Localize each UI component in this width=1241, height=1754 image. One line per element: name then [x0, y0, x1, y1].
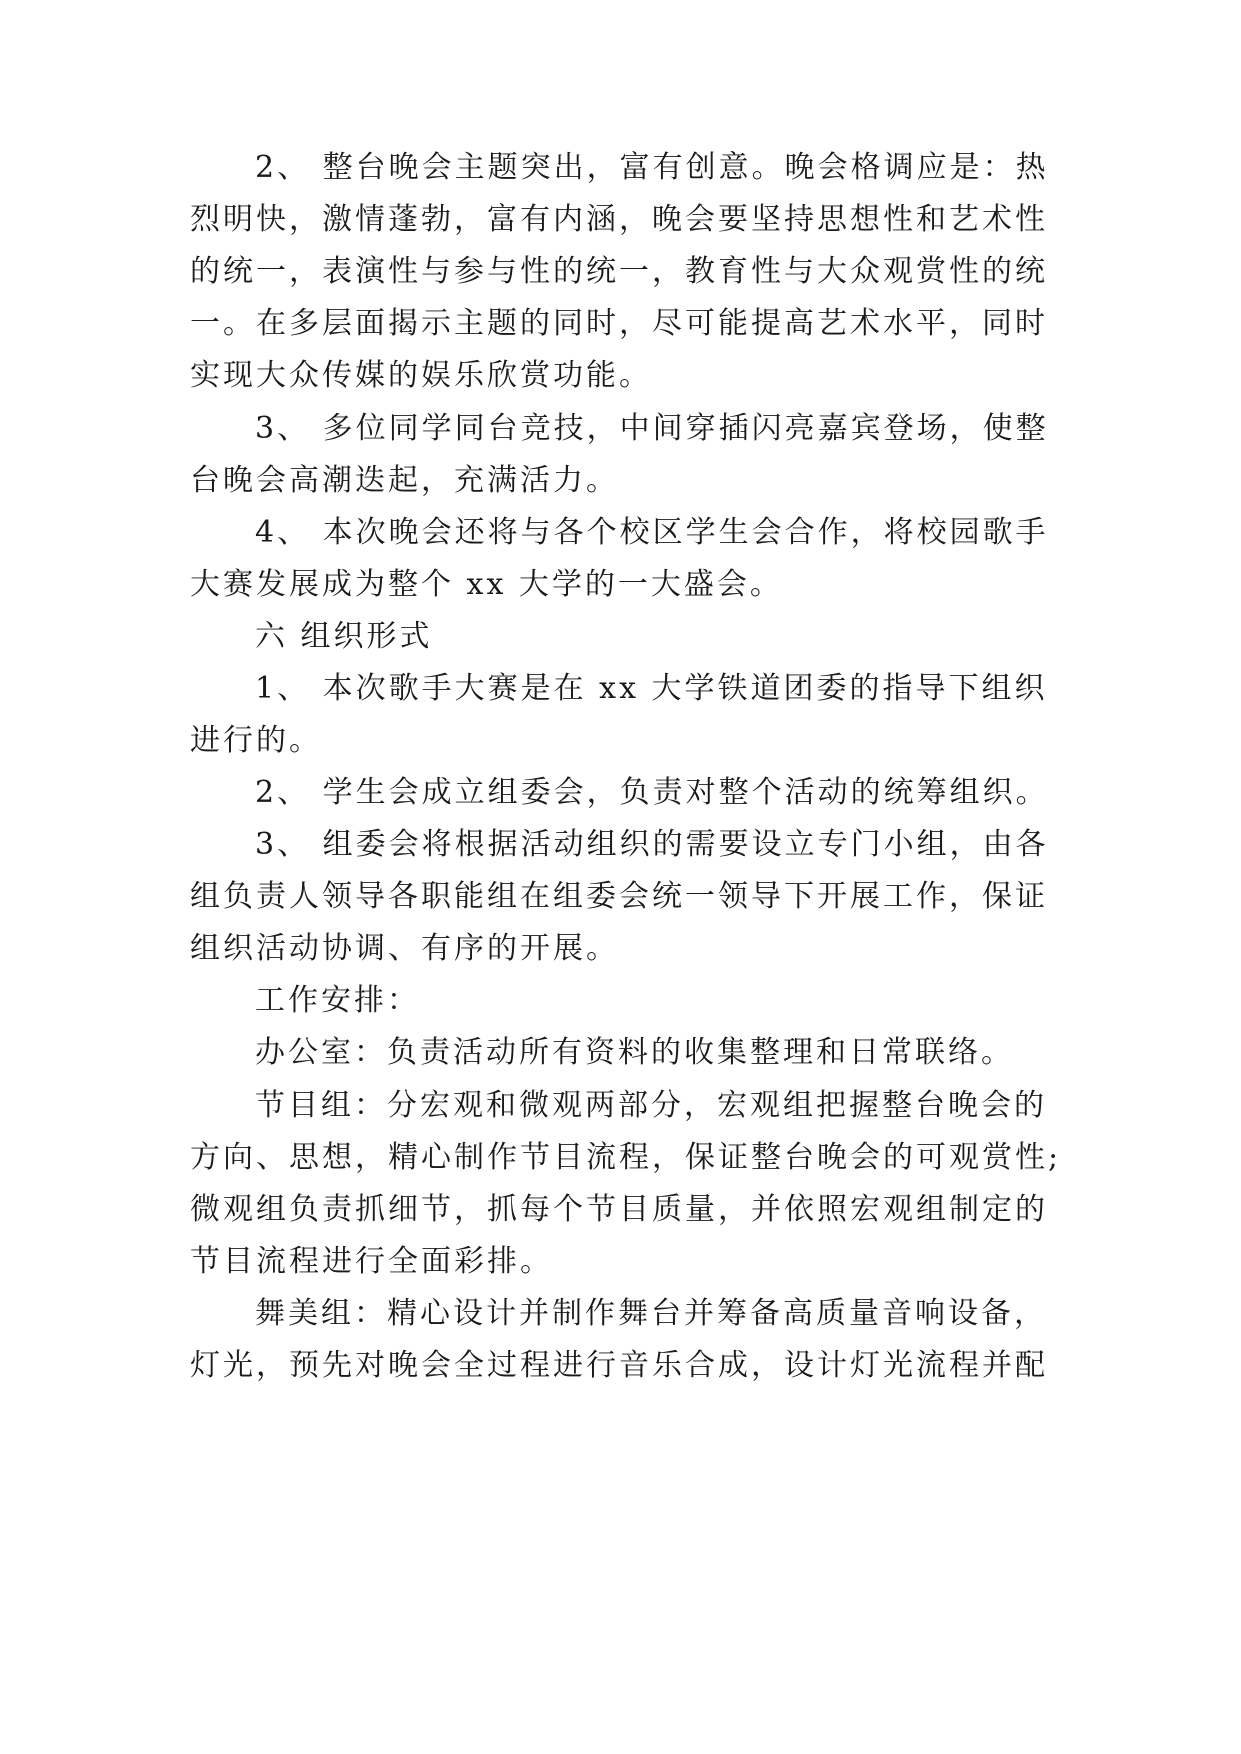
paragraph-line: 灯光，预先对晚会全过程进行音乐合成，设计灯光流程并配: [190, 1348, 1048, 1383]
paragraph-line: 台晚会高潮迭起，充满活力。: [190, 463, 619, 498]
paragraph-line: 1、 本次歌手大赛是在 xx 大学铁道团委的指导下组织: [255, 671, 1048, 706]
paragraph-line: 烈明快，激情蓬勃，富有内涵，晚会要坚持思想性和艺术性: [190, 202, 1048, 237]
paragraph-line: 舞美组：精心设计并制作舞台并筹备高质量音响设备，: [255, 1296, 1047, 1331]
paragraph-line: 的统一，表演性与参与性的统一，教育性与大众观赏性的统: [190, 254, 1048, 289]
paragraph-line: 3、 组委会将根据活动组织的需要设立专门小组，由各: [255, 827, 1049, 862]
paragraph-line: 实现大众传媒的娱乐欣赏功能。: [190, 358, 652, 393]
paragraph-line: 2、 学生会成立组委会，负责对整个活动的统筹组织。: [255, 775, 1049, 810]
paragraph-line: 节目流程进行全面彩排。: [190, 1244, 553, 1279]
paragraph-line: 进行的。: [190, 723, 322, 758]
paragraph-line: 3、 多位同学同台竞技，中间穿插闪亮嘉宾登场，使整: [255, 411, 1049, 446]
paragraph-line: 组负责人领导各职能组在组委会统一领导下开展工作，保证: [190, 879, 1048, 914]
paragraph-line: 组织活动协调、有序的开展。: [190, 931, 619, 966]
paragraph-line: 方向、思想，精心制作节目流程，保证整台晚会的可观赏性;: [190, 1140, 1062, 1175]
section-heading: 六 组织形式: [255, 619, 433, 654]
paragraph-line: 办公室：负责活动所有资料的收集整理和日常联络。: [255, 1035, 1014, 1070]
paragraph-line: 一。在多层面揭示主题的同时，尽可能提高艺术水平，同时: [190, 306, 1048, 341]
paragraph-line: 2、 整台晚会主题突出，富有创意。晚会格调应是：热: [255, 150, 1049, 185]
paragraph-line: 4、 本次晚会还将与各个校区学生会合作，将校园歌手: [255, 515, 1049, 550]
paragraph-line: 大赛发展成为整个 xx 大学的一大盛会。: [190, 567, 783, 602]
paragraph-line: 节目组：分宏观和微观两部分，宏观组把握整台晚会的: [255, 1088, 1047, 1123]
subheading: 工作安排：: [255, 983, 420, 1018]
paragraph-line: 微观组负责抓细节，抓每个节目质量，并依照宏观组制定的: [190, 1192, 1048, 1227]
